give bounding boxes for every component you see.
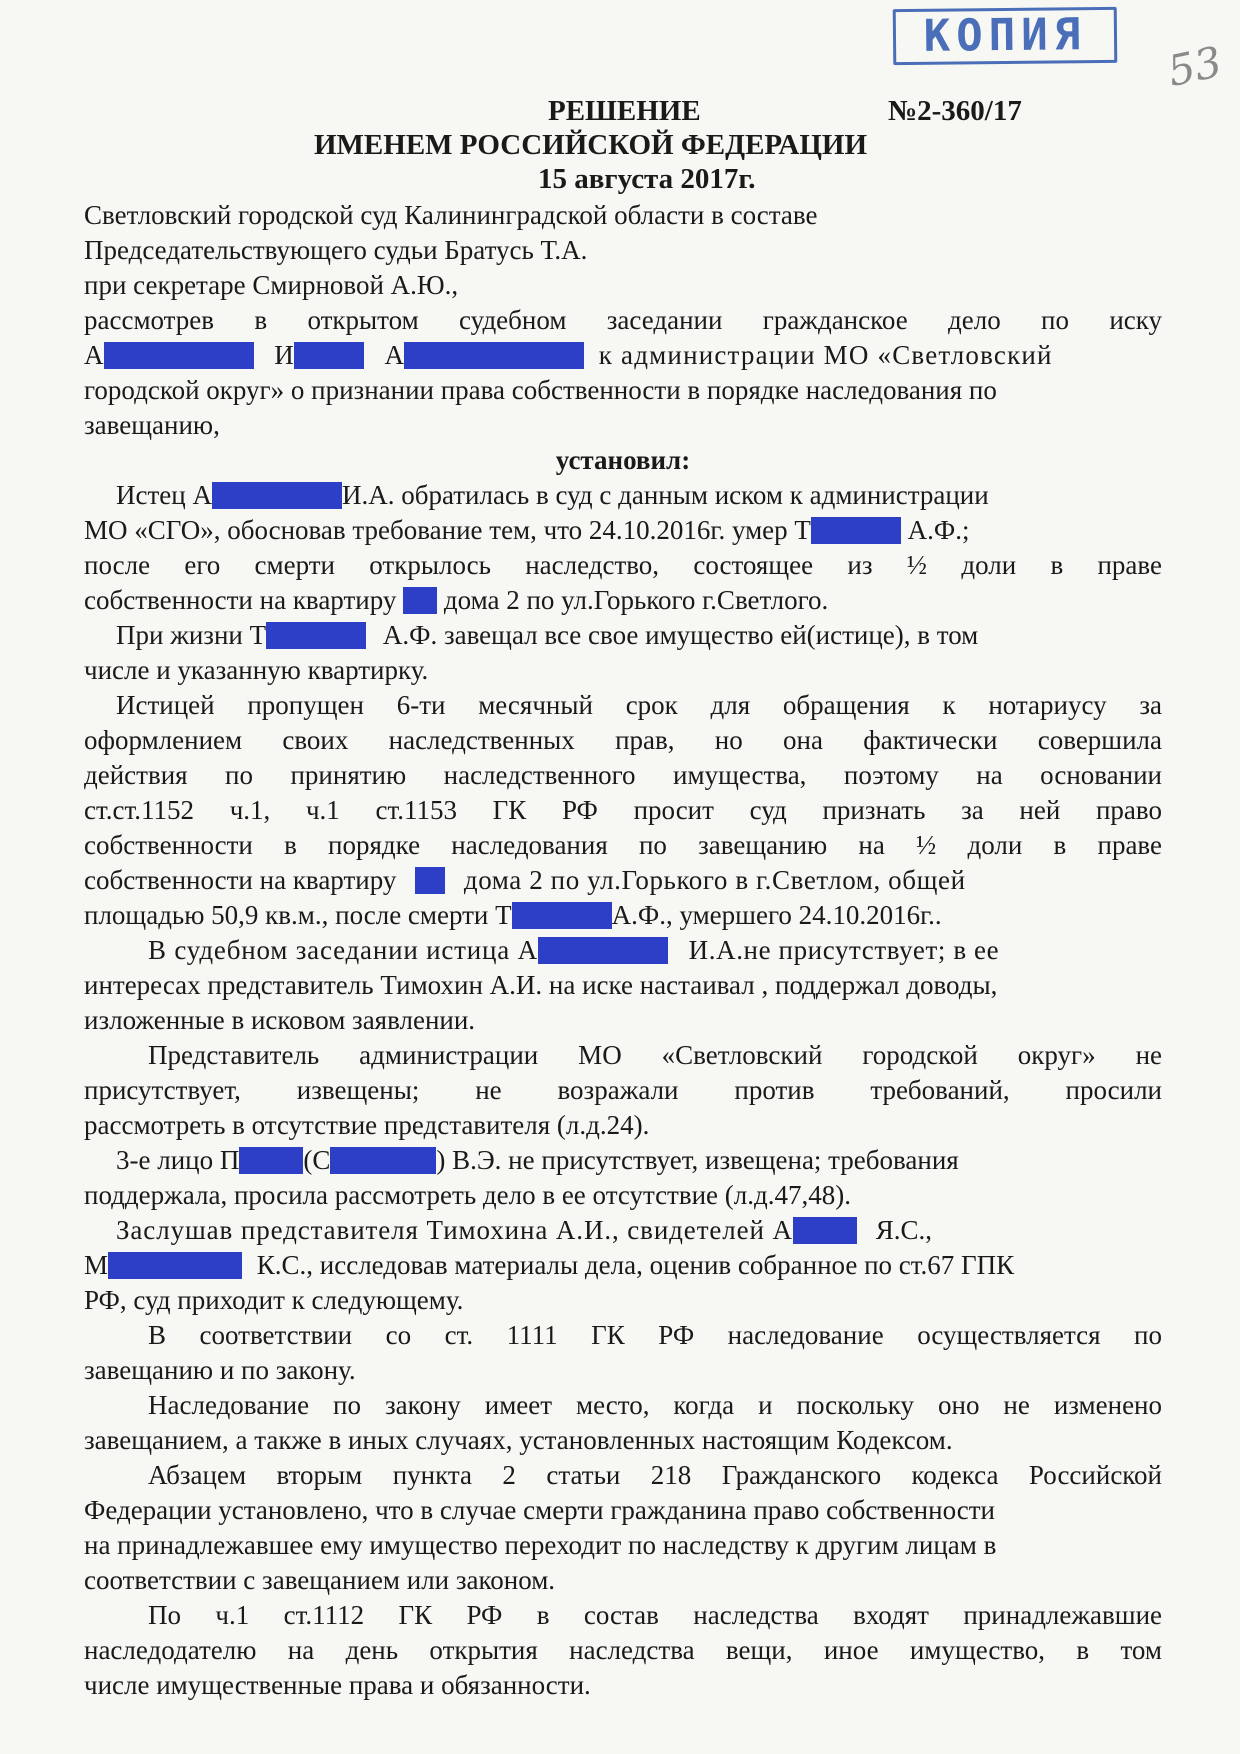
redaction-block [512,902,612,929]
text-line [84,1143,1162,1178]
text-fragment: дома 2 по ул.Горького в г.Светлом, общей [463,865,966,895]
text-line: рассмотреть в отсутствие представителя (л.д.24). [84,1110,650,1140]
redaction-block [294,342,364,369]
redaction-block [330,1147,436,1174]
text-line: поддержала, просила рассмотреть дело в ее отсутствие (л.д.47,48). [84,1180,851,1210]
text-line [84,863,1162,898]
text-line: Абзацем вторым пункта 2 статьи 218 Гражданского кодекса Российской [148,1460,1162,1490]
text-line: наследодателю на день открытия наследства вещи, иное имущество, в том [84,1635,1162,1665]
text-line: городской округ» о признании права собственности в порядке наследования по [84,375,997,405]
text-line: завещанию, [84,410,220,440]
redaction-block [404,342,584,369]
redaction-block [266,622,366,649]
text-line: Светловский городской суд Калининградской области в составе [84,200,818,230]
redaction-block [415,867,445,894]
text-line [84,618,1162,653]
redaction-block [239,1147,303,1174]
handwritten-page-number: 53 [1163,36,1226,97]
text-line: РФ, суд приходит к следующему. [84,1285,464,1315]
text-line: интересах представитель Тимохин А.И. на иске настаивал , поддержал доводы, [84,970,998,1000]
text-fragment: собственности на квартиру [84,585,397,615]
text-line: рассмотрев в открытом судебном заседании гражданское дело по иску [84,305,1162,335]
redaction-block [403,587,437,614]
text-fragment: Истец А [116,480,212,510]
text-line [84,898,1162,933]
redaction-block [793,1217,857,1244]
text-fragment: М [84,1250,109,1280]
text-line: оформлением своих наследственных прав, но она фактически совершила [84,725,1162,755]
redaction-block [811,517,901,544]
text-line: числе имущественные права и обязанности. [84,1670,591,1700]
text-fragment: ) В.Э. не присутствует, извещена; требования [436,1145,959,1175]
text-fragment: В судебном заседании истица А [148,935,538,965]
text-fragment: А.Ф.; [907,515,970,545]
text-fragment: А [384,340,404,370]
section-heading: установил: [555,445,691,475]
text-fragment: дома 2 по ул.Горького г.Светлого. [443,585,829,615]
text-fragment: И.А.не присутствует; в ее [688,935,1000,965]
document-subtitle: ИМЕНЕМ РОССИЙСКОЙ ФЕДЕРАЦИИ [314,129,868,161]
text-line: Федерации установлено, что в случае смерти гражданина право собственности [84,1495,995,1525]
text-line [84,933,1162,968]
text-line: Наследование по закону имеет место, когда и поскольку оно не изменено [148,1390,1162,1420]
text-line [84,478,1162,513]
text-line: ст.ст.1152 ч.1, ч.1 ст.1153 ГК РФ просит суд признать за ней право [84,795,1162,825]
text-line: По ч.1 ст.1112 ГК РФ в состав наследства входят принадлежавшие [148,1600,1162,1630]
text-fragment: 3-е лицо П [116,1145,240,1175]
text-fragment: К.С., исследовав материалы дела, оценив собранное по ст.67 ГПК [256,1250,1015,1280]
text-line: В соответствии со ст. 1111 ГК РФ наследование осуществляется по [148,1320,1162,1350]
text-fragment: Заслушав представителя Тимохина А.И., свидетелей А [116,1215,793,1245]
document-date: 15 августа 2017г. [538,163,756,195]
text-fragment: Я.С., [875,1215,932,1245]
text-line: соответствии с завещанием или законом. [84,1565,556,1595]
text-line [84,1213,1162,1248]
text-fragment: площадью 50,9 кв.м., после смерти Т [84,900,512,930]
text-line: изложенные в исковом заявлении. [84,1005,476,1035]
text-fragment: (С [303,1145,331,1175]
document-title: РЕШЕНИЕ [548,95,701,127]
text-fragment: к администрации МО «Светловский [598,340,1053,370]
text-line: числе и указанную квартирку. [84,655,429,685]
text-line: завещанию и по закону. [84,1355,356,1385]
text-line: собственности в порядке наследования по завещанию на ½ доли в праве [84,830,1162,860]
text-line: Представитель администрации МО «Светловский городской округ» не [148,1040,1162,1070]
redaction-block [212,482,342,509]
text-line: действия по принятию наследственного имущества, поэтому на основании [84,760,1162,790]
text-fragment: собственности на квартиру [84,865,397,895]
redaction-block [104,342,254,369]
text-line: Истицей пропущен 6-ти месячный срок для обращения к нотариусу за [116,690,1162,720]
text-line [84,513,1162,548]
text-line [84,583,1162,618]
text-line [84,1248,1162,1283]
text-fragment: И [274,340,294,370]
text-line [84,338,1162,373]
text-fragment: При жизни Т [116,620,267,650]
text-line: при секретаре Смирновой А.Ю., [84,270,459,300]
text-fragment: А [84,340,104,370]
text-fragment: А.Ф., умершего 24.10.2016г.. [611,900,942,930]
copy-stamp: КОПИЯ [893,7,1118,65]
redaction-block [538,937,668,964]
text-line: присутствует, извещены; не возражали против требований, просили [84,1075,1162,1105]
document-body [84,198,1162,1703]
text-fragment: И.А. обратилась в суд с данным иском к администрации [341,480,989,510]
text-line: после его смерти открылось наследство, состоящее из ½ доли в праве [84,550,1162,580]
text-line: Председательствующего судьи Братусь Т.А. [84,235,588,265]
redaction-block [108,1252,242,1279]
text-line: на принадлежавшее ему имущество переходит по наследству к другим лицам в [84,1530,997,1560]
case-number: №2-360/17 [888,95,1022,127]
text-fragment: А.Ф. завещал все свое имущество ей(истице), в том [382,620,979,650]
text-line: завещанием, а также в иных случаях, установленных настоящим Кодексом. [84,1425,953,1455]
text-fragment: МО «СГО», обосновав требование тем, что 24.10.2016г. умер Т [84,515,811,545]
